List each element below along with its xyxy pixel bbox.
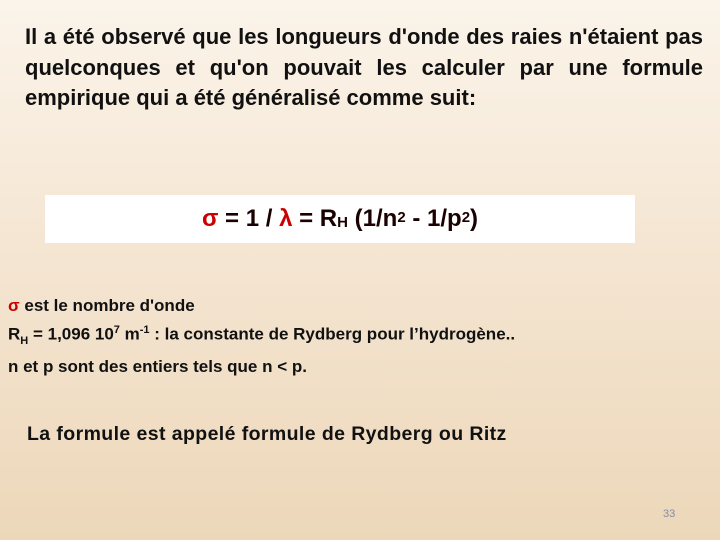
formula-part-2: = R <box>292 205 338 232</box>
definition-sigma <box>8 293 708 318</box>
formula-lambda: λ <box>279 205 293 232</box>
intro-paragraph: Il a été observé que les longueurs d'onde des raies n'étaient pas quelconques et qu'on pouvait les calculer par une formule empirique qui a été généralisé comme suit: <box>25 24 703 110</box>
formula-exponent-n: 2 <box>397 208 406 226</box>
formula-rh-subscript: H <box>337 213 348 231</box>
rydberg-ritz-note: La formule est appelé formule de Rydberg ou Ritz <box>27 423 507 445</box>
rh-subscript: H <box>20 335 29 348</box>
rh-exponent: 7 <box>113 324 120 336</box>
formula-exponent-p: 2 <box>461 208 471 226</box>
rh-symbol: R <box>8 324 21 344</box>
formula-part-4: - 1/p <box>405 205 462 232</box>
rh-unit: m <box>119 324 140 344</box>
formula-part-5: ) <box>470 205 479 232</box>
sigma-definition-text: est le nombre d'onde <box>19 296 195 315</box>
formula-part-1: = 1 / <box>218 205 280 232</box>
rh-description: : la constante de Rydberg pour l’hydrogène.. <box>149 324 516 344</box>
formula-part-3: (1/n <box>347 205 398 232</box>
definition-n-p: n et p sont des entiers tels que n < p. <box>8 357 307 377</box>
rydberg-formula-box <box>45 195 635 243</box>
definition-rydberg-constant <box>8 318 708 354</box>
formula-sigma: σ <box>201 205 219 232</box>
sigma-symbol: σ <box>8 296 20 315</box>
rh-value: = 1,096 10 <box>28 324 114 344</box>
rh-unit-exponent: -1 <box>139 324 150 336</box>
page-number: 33 <box>663 508 676 520</box>
definitions-block <box>8 293 708 379</box>
